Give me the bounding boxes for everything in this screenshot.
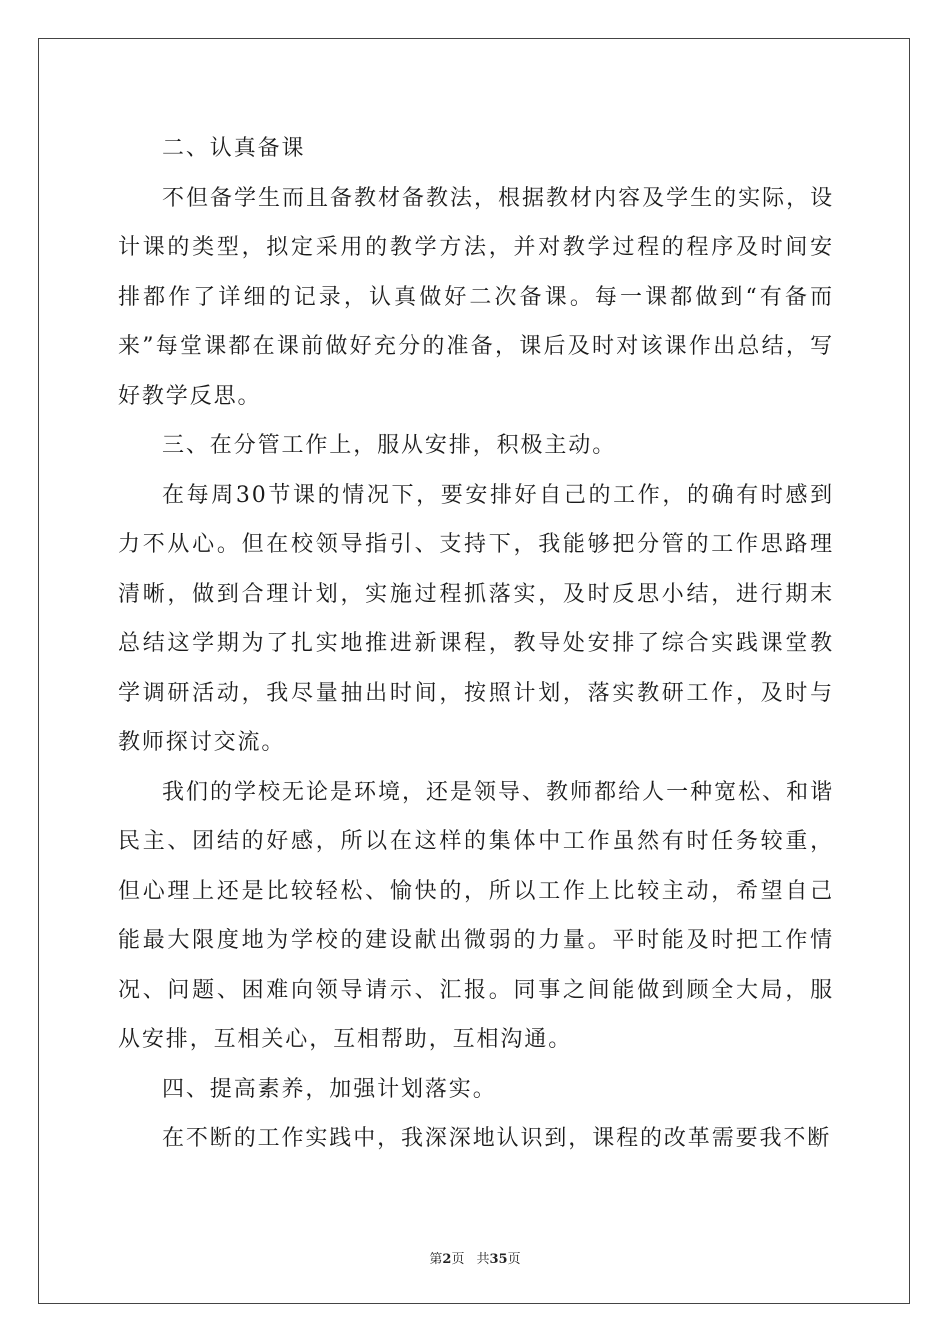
footer-total-pages: 35 bbox=[489, 1252, 508, 1267]
paragraph-management-work: 在每周30节课的情况下，要安排好自己的工作，的确有时感到力不从心。但在校领导指引、支持下，我能够把分管的工作思路理清晰，做到合理计划，实施过程抓落实，及时反思小结，进行期末总结这学期为了扎实地推进新课程，教导处安排了综合实践课堂教学调研活动，我尽量抽出时间，按照计划，落实教研工作，及时与教师探讨交流。 bbox=[118, 482, 834, 755]
paragraph-improve-quality: 在不断的工作实践中，我深深地认识到，课程的改革需要我不断 bbox=[162, 1126, 832, 1151]
footer-total-prefix: 共 bbox=[476, 1252, 490, 1267]
page-footer bbox=[0, 1248, 950, 1267]
section-heading-improve-quality: 四、提高素养，加强计划落实。 bbox=[162, 1076, 497, 1102]
section-heading-prepare-lessons: 二、认真备课 bbox=[162, 136, 306, 161]
footer-page-prefix: 第 bbox=[429, 1252, 443, 1267]
footer-page-number: 2 bbox=[442, 1252, 452, 1267]
footer-page-suffix: 页 bbox=[451, 1252, 465, 1267]
paragraph-school-environment: 我们的学校无论是环境，还是领导、教师都给人一种宽松、和谐民主、团结的好感，所以在这样的集体中工作虽然有时任务较重，但心理上还是比较轻松、愉快的，所以工作上比较主动，希望自己能最大限度地为学校的建设献出微弱的力量。平时能及时把工作情况、问题、困难向领导请示、汇报。同事之间能做到顾全大局，服从安排，互相关心，互相帮助，互相沟通。 bbox=[118, 779, 834, 1052]
paragraph-prepare-lessons: 不但备学生而且备教材备教法，根据教材内容及学生的实际，设计课的类型，拟定采用的教学方法，并对教学过程的程序及时间安排都作了详细的记录，认真做好二次备课。每一课都做到“有备而来”每堂课都在课前做好充分的准备，课后及时对该课作出总结，写好教学反思。 bbox=[118, 185, 834, 409]
document-body bbox=[118, 124, 834, 1164]
footer-total-suffix: 页 bbox=[507, 1252, 521, 1267]
section-heading-management-work: 三、在分管工作上，服从安排，积极主动。 bbox=[162, 433, 617, 458]
